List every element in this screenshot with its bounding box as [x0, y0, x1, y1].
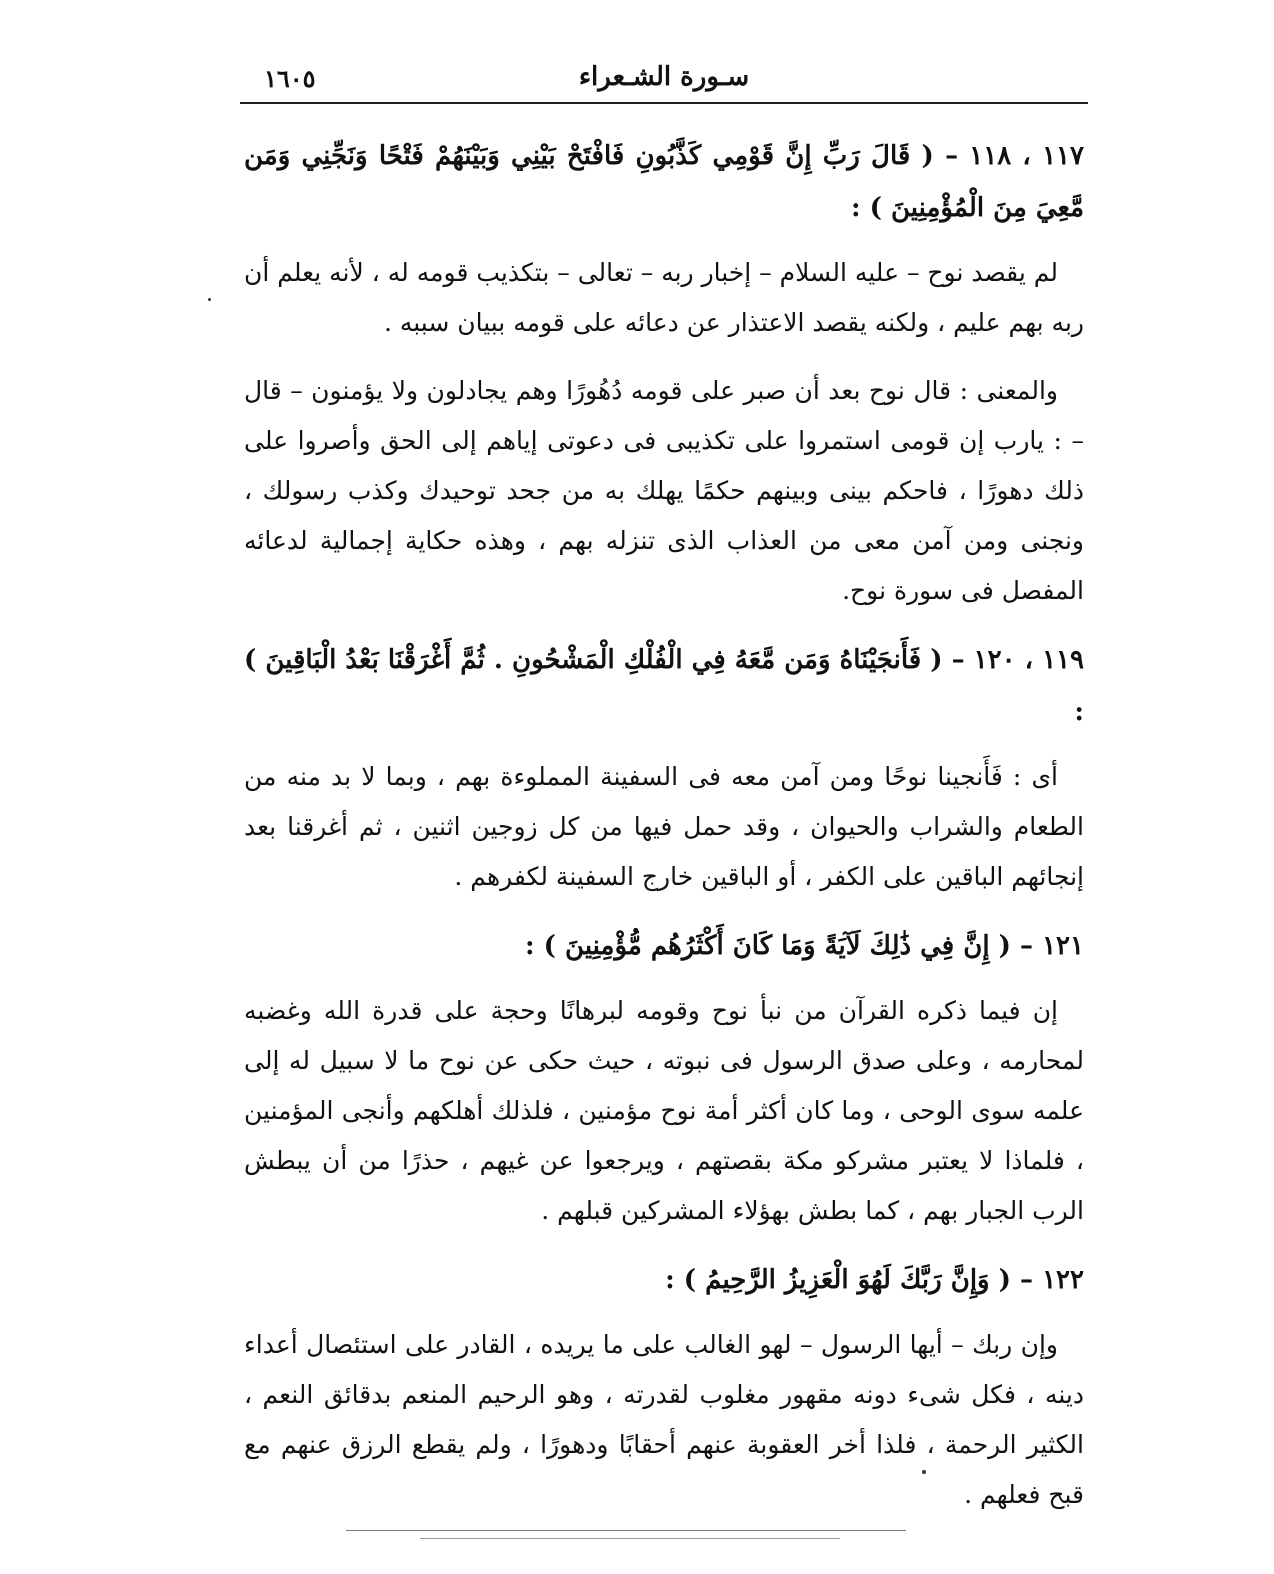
verse-text: ( وَإِنَّ رَبَّكَ لَهُوَ الْعَزِيزُ الرَّحِيمُ ) : — [665, 1265, 1011, 1295]
commentary-paragraph: والمعنى : قال نوح بعد أن صبر على قومه دُهُورًا وهم يجادلون ولا يؤمنون – قال – : يارب إن قومى استمروا على تكذيبى فى دعوتى إياهم إلى الحق وأصروا على ذلك دهورًا ، فاحكم بينى وبينهم حكمًا يهلك به من جحد توحيدك وكذب رسولك ، ونجنى ومن آمن معى من العذاب الذى تنزله بهم ، وهذه حكاية إجمالية لدعائه المفصل فى سورة نوح. — [244, 376, 1084, 605]
verse-number: ١٢١ – — [1020, 931, 1084, 961]
verse-text: ( إِنَّ فِي ذَٰلِكَ لَآيَةً وَمَا كَانَ أَكْثَرُهُم مُّؤْمِنِينَ ) : — [525, 931, 1011, 961]
commentary-paragraph: وإن ربك – أيها الرسول – لهو الغالب على ما يريده ، القادر على استئصال أعداء دينه ، فكل شىء دونه مقهور مغلوب لقدرته ، وهو الرحيم المنعم بدقائق النعم ، الكثير الرحمة ، فلذا أخر العقوبة عنهم أحقابًا ودهورًا ، ولم يقطع الرزق عنهم مع قبح فعلهم . — [244, 1330, 1084, 1509]
page-number: ١٦٠٥ — [264, 64, 316, 93]
verse-number: ١٢٢ – — [1020, 1265, 1084, 1295]
verse-heading — [244, 920, 1084, 972]
footer-rule — [420, 1538, 840, 1539]
scan-speck — [208, 298, 211, 301]
footer-rule — [346, 1530, 906, 1531]
running-header — [240, 58, 1088, 98]
header-rule — [240, 102, 1088, 104]
page-body — [244, 130, 1084, 1538]
commentary-paragraph: لم يقصد نوح – عليه السلام – إخبار ربه – تعالى – بتكذيب قومه له ، لأنه يعلم أن ربه بهم عليم ، ولكنه يقصد الاعتذار عن دعائه على قومه ببيان سببه . — [244, 258, 1084, 337]
commentary-paragraph: أى : فَأَنجينا نوحًا ومن آمن معه فى السفينة المملوءة بهم ، وبما لا بد منه من الطعام والشراب والحيوان ، وقد حمل فيها من كل زوجين اثنين ، ثم أغرقنا بعد إنجائهم الباقين على الكفر ، أو الباقين خارج السفينة لكفرهم . — [244, 762, 1084, 891]
verse-text: ( فَأَنجَيْنَاهُ وَمَن مَّعَهُ فِي الْفُلْكِ الْمَشْحُونِ . ثُمَّ أَغْرَقْنَا بَعْدُ الْبَاقِينَ ) : — [244, 645, 1084, 727]
verse-number: ١١٧ ، ١١٨ – — [945, 141, 1084, 171]
scan-speck — [922, 1470, 926, 1474]
verse-heading — [244, 130, 1084, 234]
verse-heading — [244, 634, 1084, 738]
commentary-paragraph: إن فيما ذكره القرآن من نبأ نوح وقومه لبرهانًا وحجة على قدرة الله وغضبه لمحارمه ، وعلى صدق الرسول فى نبوته ، حيث حكى عن نوح ما لا سبيل له إلى علمه سوى الوحى ، وما كان أكثر أمة نوح مؤمنين ، فلذلك أهلكهم وأنجى المؤمنين ، فلماذا لا يعتبر مشركو مكة بقصتهم ، ويرجعوا عن غيهم ، حذرًا من أن يبطش الرب الجبار بهم ، كما بطش بهؤلاء المشركين قبلهم . — [244, 996, 1084, 1225]
verse-number: ١١٩ ، ١٢٠ – — [951, 645, 1084, 675]
verse-text: ( قَالَ رَبِّ إِنَّ قَوْمِي كَذَّبُونِ فَافْتَحْ بَيْنِي وَبَيْنَهُمْ فَتْحًا وَنَجِّنِي وَمَن مَّعِيَ مِنَ الْمُؤْمِنِينَ ) : — [244, 141, 1084, 223]
verse-heading — [244, 1254, 1084, 1306]
surah-title: سـورة الشـعراء — [578, 62, 750, 92]
